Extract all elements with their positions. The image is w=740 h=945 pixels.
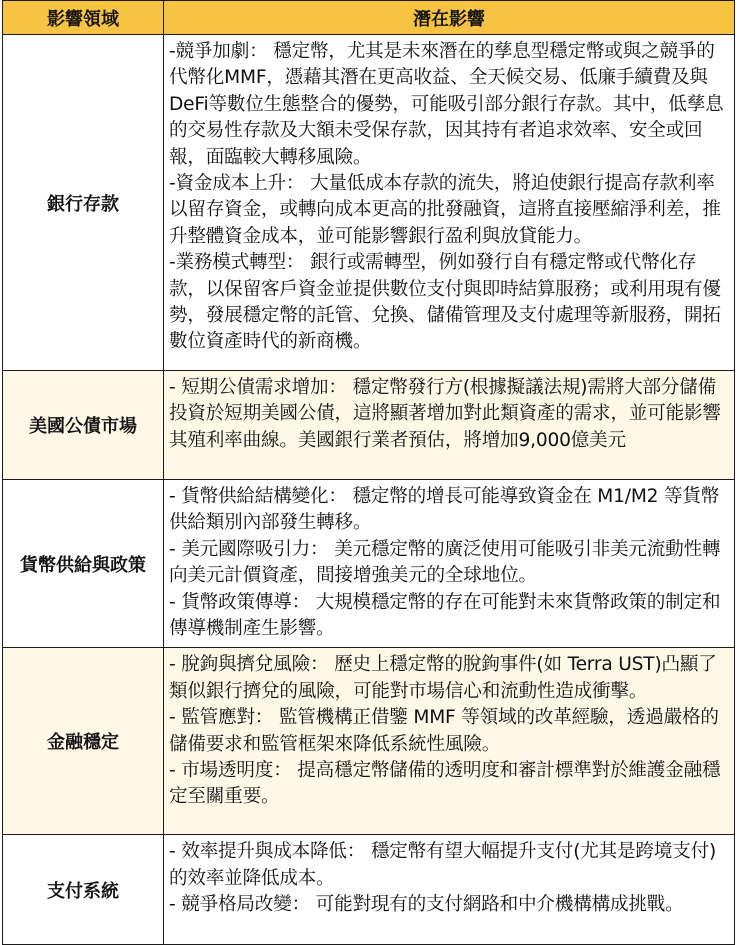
area-label: 銀行存款 <box>3 35 164 371</box>
header-row <box>3 1 735 35</box>
impact-description <box>164 480 735 648</box>
impact-point: - 監管應對： 監管機構正借鑒 MMF 等領域的改革經驗，透過嚴格的儲備要求和監管框架來降低系統性風險。 <box>169 707 719 755</box>
area-label: 支付系統 <box>3 835 164 945</box>
header-impact-area: 影響領域 <box>3 1 164 35</box>
area-label: 美國公債市場 <box>3 371 164 480</box>
impact-point: - 貨幣供給結構變化： 穩定幣的增長可能導致資金在 M1/M2 等貨幣供給類別內部發生轉移。 <box>169 486 720 534</box>
impact-point: -競爭加劇： 穩定幣，尤其是未來潛在的孳息型穩定幣或與之競爭的代幣化MMF，憑藉其潛在更高收益、全天候交易、低廉手續費及與DeFi等數位生態整合的優勢，可能吸引部分銀行存款。其中，低孳息的交易性存款及大額未受保存款，因其持有者追求效率、安全或回報，面臨較大轉移風險。 <box>169 41 724 168</box>
impact-point: -業務模式轉型： 銀行或需轉型，例如發行自有穩定幣或代幣化存款，以保留客戶資金並提供數位支付與即時結算服務；或利用現有優勢，發展穩定幣的託管、兌換、儲備管理及支付處理等新服務，開拓數位資產時代的新商機。 <box>169 252 721 353</box>
impact-point: - 貨幣政策傳導： 大規模穩定幣的存在可能對未來貨幣政策的制定和傳導機制產生影響。 <box>169 591 721 640</box>
table-row-payment-systems <box>3 835 735 945</box>
table-row-bank-deposits <box>3 35 735 371</box>
impact-table <box>2 0 735 945</box>
table-row-money-supply-policy <box>3 480 735 648</box>
area-label: 金融穩定 <box>3 648 164 835</box>
impact-description <box>164 35 735 371</box>
table-row-us-treasury-market <box>3 371 735 480</box>
table-row-financial-stability <box>3 648 735 835</box>
impact-point: - 美元國際吸引力： 美元穩定幣的廣泛使用可能吸引非美元流動性轉向美元計價資產，間接增強美元的全球地位。 <box>169 538 721 587</box>
impact-description <box>164 835 735 945</box>
impact-point: -資金成本上升： 大量低成本存款的流失，將迫使銀行提高存款利率以留存資金，或轉向成本更高的批發融資，這將直接壓縮淨利差，推升整體資金成本，並可能影響銀行盈利與放貸能力。 <box>169 173 721 247</box>
impact-description <box>164 648 735 835</box>
area-label: 貨幣供給與政策 <box>3 480 164 648</box>
impact-point: - 效率提升與成本降低： 穩定幣有望大幅提升支付(尤其是跨境支付)的效率並降低成本。 <box>169 841 717 889</box>
impact-point: - 競爭格局改變： 可能對現有的支付網路和中介機構構成挑戰。 <box>169 894 684 916</box>
impact-point: - 市場透明度： 提高穩定幣儲備的透明度和審計標準對於維護金融穩定至關重要。 <box>169 760 721 808</box>
impact-point: - 短期公債需求增加： 穩定幣發行方(根據擬議法規)需將大部分儲備投資於短期美國公債，這將顯著增加對此類資產的需求，並可能影響其殖利率曲線。美國銀行業者預估，將增加9,000億美元 <box>169 377 721 451</box>
impact-description <box>164 371 735 480</box>
impact-point: - 脫鉤與擠兌風險： 歷史上穩定幣的脫鉤事件(如 Terra UST)凸顯了類似銀行擠兌的風險，可能對市場信心和流動性造成衝擊。 <box>169 654 717 702</box>
header-potential-impact: 潛在影響 <box>164 1 735 35</box>
